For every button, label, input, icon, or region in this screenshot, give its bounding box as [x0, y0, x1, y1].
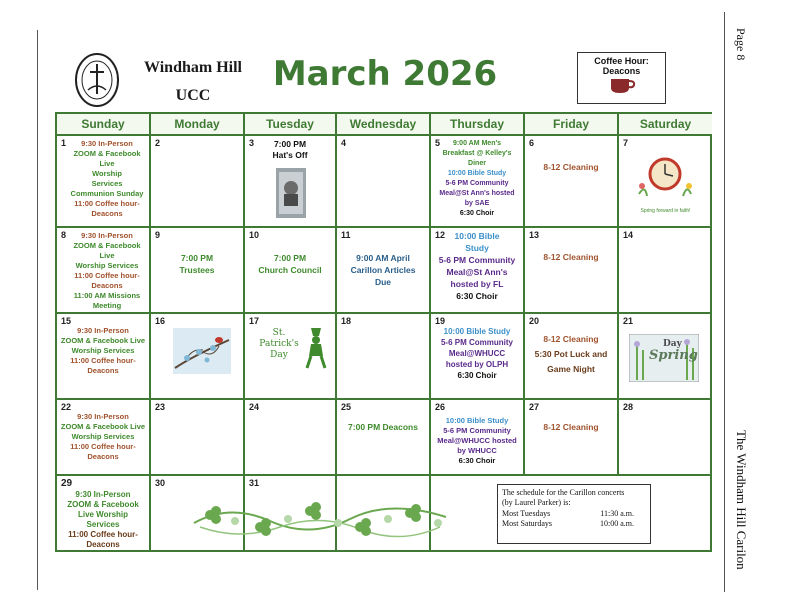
event-line: Communion Sunday	[70, 189, 144, 198]
event-line: 8-12 Cleaning	[543, 422, 599, 432]
day-number: 3	[249, 138, 255, 148]
day-number: 15	[61, 316, 72, 326]
event-line: 10:00 Bible	[454, 231, 500, 241]
day-number: 20	[529, 316, 540, 326]
event-line: by SAE	[464, 200, 490, 207]
day-13-events	[527, 252, 615, 262]
day-cell-29	[57, 476, 151, 552]
day-cell-17	[245, 314, 337, 400]
event-line: Day	[270, 350, 288, 360]
event-line: Worship	[92, 169, 122, 178]
day-number: 30	[155, 478, 166, 488]
spring-day-label	[649, 338, 702, 362]
day-number: 29	[61, 478, 73, 489]
event-line: 9:00 AM April	[356, 253, 410, 263]
event-line: Breakfast @ Kelley's	[442, 150, 512, 157]
day-1-events	[59, 139, 147, 219]
event-line: 9:00 AM Men's	[452, 140, 502, 147]
day-number: 24	[249, 402, 260, 412]
page-label: Page 8	[734, 28, 748, 61]
event-line: ZOOM & Facebook Live	[73, 241, 141, 260]
day-cell-27	[525, 400, 619, 476]
day-cell-28	[619, 400, 712, 476]
left-margin-rule	[37, 30, 38, 590]
day-number: 31	[249, 478, 260, 488]
event-line: Worship Services	[71, 432, 135, 441]
event-line: Game Night	[547, 364, 595, 374]
day-29-events	[59, 490, 147, 550]
day-cell-12	[431, 228, 525, 314]
day-cell-24	[245, 400, 337, 476]
event-line: 11:00 Coffee hour-	[70, 442, 136, 451]
day-3-events	[247, 139, 333, 161]
day-number: 7	[623, 138, 629, 148]
event-line: 11:00 Coffee hour-	[68, 530, 138, 539]
coffee-box-line2: Deacons	[602, 66, 641, 76]
day-number: 10	[249, 230, 260, 240]
event-line: Meal@St Ann's	[446, 267, 508, 277]
day-number: 6	[529, 138, 535, 148]
event-line: Meal@WHUCC	[448, 349, 506, 358]
weekday-tuesday: Tuesday	[245, 114, 337, 136]
coffee-cup-icon	[607, 77, 637, 95]
day-15-events	[59, 326, 147, 376]
day-11-events	[339, 252, 427, 288]
event-line: 9:30 In-Person	[77, 326, 129, 335]
schedule-row-tuesdays	[502, 509, 646, 519]
event-line: ZOOM & Facebook Live	[73, 149, 141, 168]
day-number: 13	[529, 230, 540, 240]
day-cell-2	[151, 136, 245, 228]
day-cell-13	[525, 228, 619, 314]
event-line: 10:00 Bible Study	[443, 327, 511, 336]
event-line: Patrick's	[259, 339, 299, 349]
event-line: Diner	[468, 160, 486, 167]
day-number: 21	[623, 316, 634, 326]
weekday-thursday: Thursday	[431, 114, 525, 136]
event-line: 8-12 Cleaning	[543, 162, 599, 172]
day-number: 22	[61, 402, 72, 412]
day-number: 11	[341, 230, 351, 240]
coffee-box-line1: Coffee Hour:	[594, 56, 649, 66]
day-6-events	[527, 162, 615, 172]
day-cell-11	[337, 228, 431, 314]
schedule-time: 10:00 a.m.	[600, 519, 634, 528]
event-line: 5-6 PM Community	[445, 180, 509, 187]
day-9-events	[153, 252, 241, 276]
day-number: 14	[623, 230, 634, 240]
event-line: Deacons	[87, 452, 119, 461]
event-line: Services	[91, 179, 123, 188]
event-line: Carillon Articles	[350, 265, 416, 275]
event-line: Deacons	[91, 281, 123, 290]
day-cell-25	[337, 400, 431, 476]
day-number: 12	[435, 230, 446, 240]
event-line: Study	[465, 243, 489, 253]
event-line: 5-6 PM Community	[440, 338, 513, 347]
event-line: Day	[663, 339, 682, 349]
event-line: ZOOM & Facebook	[67, 500, 139, 509]
event-line: 11:00 Coffee hour-	[74, 271, 140, 280]
event-line: 11:00 Coffee hour-	[70, 356, 136, 365]
event-line: ZOOM & Facebook Live	[60, 336, 146, 345]
day-cell-16	[151, 314, 245, 400]
weekday-sunday: Sunday	[57, 114, 151, 136]
day-cell-1	[57, 136, 151, 228]
day-number: 2	[155, 138, 161, 148]
church-name	[138, 54, 248, 110]
day-cell-7	[619, 136, 712, 228]
schedule-time: 11:30 a.m.	[600, 509, 634, 518]
day-5-events	[433, 139, 521, 219]
shamrock-vine-decoration	[190, 497, 450, 543]
schedule-label: Most Tuesdays	[502, 509, 551, 518]
event-line: 10:00 Bible Study	[447, 170, 507, 177]
church-seal-logo	[74, 52, 120, 108]
day-12-events	[433, 230, 521, 302]
day-cell-19	[431, 314, 525, 400]
event-line: Worship Services	[71, 346, 135, 355]
day-number: 4	[341, 138, 347, 148]
leprechaun-icon	[303, 326, 327, 372]
day-number: 5	[435, 138, 441, 148]
day-22-events	[59, 412, 147, 462]
day-number: 9	[155, 230, 161, 240]
day-10-events	[247, 252, 333, 276]
event-line: hosted by FL	[450, 279, 504, 289]
event-line: 7:00 PM Deacons	[348, 422, 418, 432]
day-cell-14	[619, 228, 712, 314]
event-line: 6:30 Choir	[458, 456, 496, 465]
day-cell-18	[337, 314, 431, 400]
event-line: Services	[86, 520, 120, 529]
event-line: Spring	[649, 348, 698, 363]
event-line: 9:30 In-Person	[77, 412, 129, 421]
event-line: 11:00 Coffee hour-	[74, 199, 140, 208]
day-7-caption	[621, 208, 710, 214]
schedule-intro-line1: The schedule for the Carillon concerts	[502, 488, 625, 497]
day-26-events	[433, 416, 521, 466]
day-cell-15	[57, 314, 151, 400]
day-number: 28	[623, 402, 634, 412]
event-line: 7:00 PM	[273, 253, 307, 263]
day-cell-21	[619, 314, 712, 400]
day-cell-20	[525, 314, 619, 400]
day-cell-10	[245, 228, 337, 314]
event-line: Trustees	[179, 265, 215, 275]
day-number: 18	[341, 316, 352, 326]
day-number: 23	[155, 402, 166, 412]
day-number: 1	[61, 138, 67, 148]
day-number: 17	[249, 316, 260, 326]
weekday-friday: Friday	[525, 114, 619, 136]
day-cell-8	[57, 228, 151, 314]
event-line: 5:30 Pot Luck and	[534, 349, 608, 359]
day-number: 26	[435, 402, 446, 412]
side-title: The Windham Hill Carilon	[734, 430, 749, 570]
event-line: 5-6 PM Community	[443, 426, 511, 435]
event-line: Deacons	[86, 540, 120, 549]
church-name-line2: UCC	[175, 87, 211, 104]
event-line: Meeting	[92, 301, 122, 310]
day-20-events	[527, 332, 615, 377]
coffee-hour-box	[577, 52, 666, 104]
event-line: Meal@WHUCC hosted	[437, 436, 517, 445]
day-number: 16	[155, 316, 166, 326]
weekday-wednesday: Wednesday	[337, 114, 431, 136]
day-27-events	[527, 422, 615, 432]
st-patricks-day-label	[253, 328, 305, 361]
event-line: ZOOM & Facebook Live	[60, 422, 146, 431]
hat-photo-image	[276, 168, 306, 218]
event-line: 8-12 Cleaning	[543, 334, 599, 344]
right-margin-rule	[724, 12, 725, 592]
day-cell-26	[431, 400, 525, 476]
event-line: 6:30 Choir	[459, 210, 495, 217]
weekday-saturday: Saturday	[619, 114, 712, 136]
weekday-monday: Monday	[151, 114, 245, 136]
event-line: Worship Services	[75, 261, 139, 270]
event-line: Deacons	[87, 366, 119, 375]
event-line: 7:00 PM	[180, 253, 214, 263]
event-line: Church Council	[258, 265, 322, 275]
event-line: 9:30 In-Person	[81, 231, 133, 240]
event-line: 7:00 PM	[273, 139, 307, 149]
event-line: 8-12 Cleaning	[543, 252, 599, 262]
day-25-events	[339, 422, 427, 432]
schedule-row-saturdays	[502, 519, 646, 529]
schedule-intro-line2: (by Laurel Parker) is:	[502, 498, 571, 507]
day-cell-23	[151, 400, 245, 476]
church-name-line1: Windham Hill	[144, 59, 242, 76]
carillon-schedule-box	[497, 484, 651, 544]
day-number: 25	[341, 402, 352, 412]
event-line: 10:00 Bible Study	[445, 416, 509, 425]
event-line: St.	[272, 328, 286, 338]
event-line: 5-6 PM Community	[438, 255, 516, 265]
day-19-events	[433, 326, 521, 381]
event-line: 9:30 In-Person	[81, 139, 133, 148]
day-cell-22	[57, 400, 151, 476]
spring-forward-clock-image	[633, 154, 697, 206]
day-cell-5	[431, 136, 525, 228]
day-number: 19	[435, 316, 446, 326]
event-line: 6:30 Choir	[457, 371, 497, 380]
event-line: Live Worship	[77, 510, 129, 519]
event-line: 11:00 AM Missions	[73, 291, 141, 300]
schedule-label: Most Saturdays	[502, 519, 552, 528]
day-number: 27	[529, 402, 540, 412]
event-line: Due	[374, 277, 392, 287]
event-line: Meal@St Ann's hosted	[439, 190, 515, 197]
event-line: 9:30 In-Person	[75, 490, 131, 499]
bird-on-branch-image	[173, 328, 231, 374]
day-number: 8	[61, 230, 67, 240]
day-cell-9	[151, 228, 245, 314]
event-line: Hat's Off	[272, 150, 308, 160]
event-line: by WHUCC	[457, 446, 497, 455]
event-line: hosted by OLPH	[445, 360, 509, 369]
day-cell-6	[525, 136, 619, 228]
day-cell-3	[245, 136, 337, 228]
calendar-title: March 2026	[272, 54, 498, 94]
event-line: Spring forward in faith!	[640, 208, 691, 214]
event-line: 6:30 Choir	[456, 291, 498, 301]
day-8-events	[59, 231, 147, 311]
day-cell-4	[337, 136, 431, 228]
event-line: Deacons	[91, 209, 123, 218]
